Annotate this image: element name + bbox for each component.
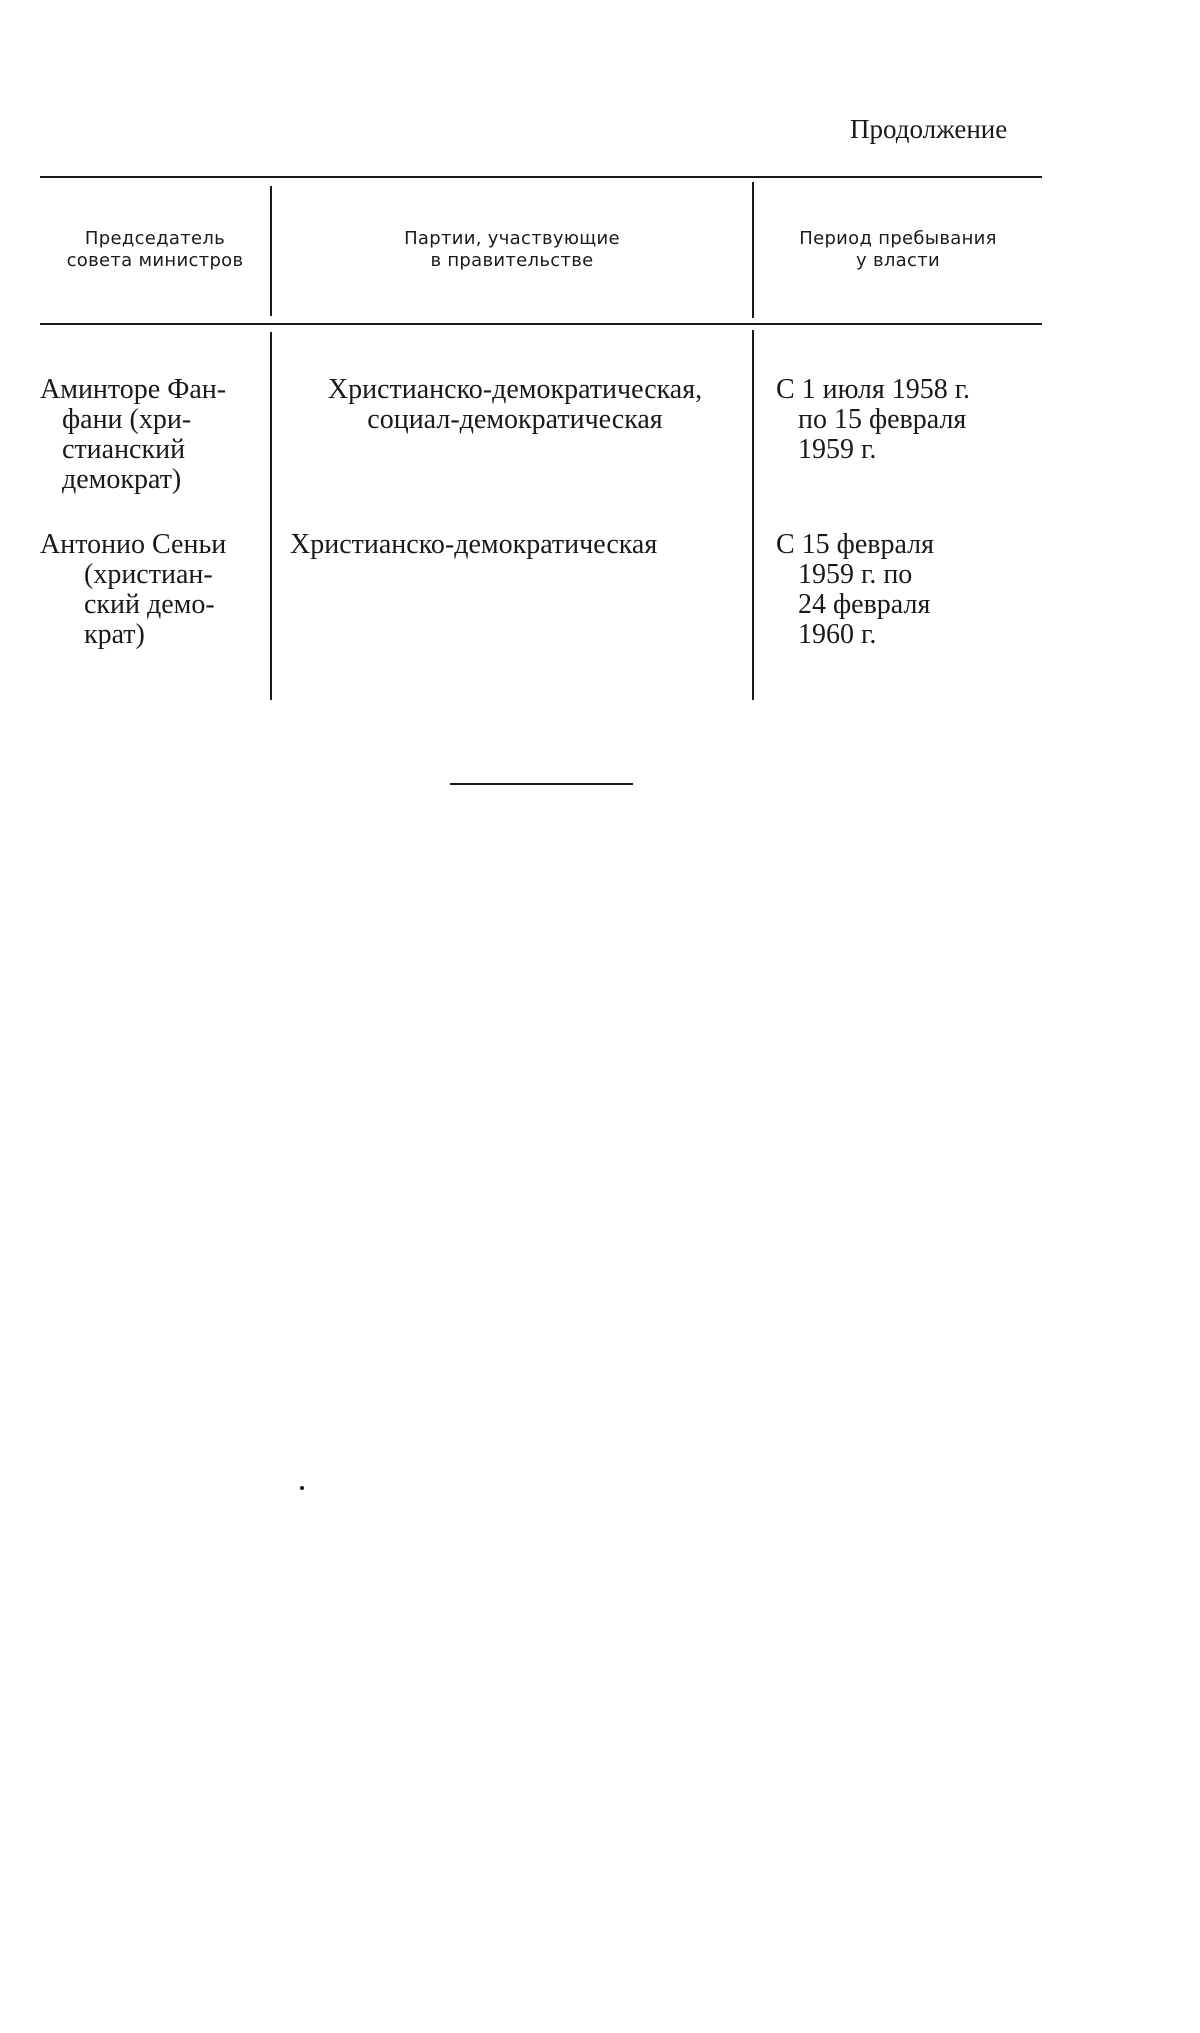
header-column-divider — [270, 186, 272, 316]
body-column-divider — [270, 332, 272, 700]
table-row-1-parties: Христианско-демократическая, социал-демократическая — [327, 374, 703, 435]
table-row-2-parties: Христианско-демократическая — [290, 529, 658, 560]
table-row-1-period: С 1 июля 1958 г. по 15 февраля 1959 г. — [776, 374, 971, 465]
section-end-rule — [450, 783, 633, 785]
table-row-1-chairman: Аминторе Фан- фани (хри- стианский демократ) — [40, 374, 227, 495]
table-top-rule — [40, 176, 1042, 178]
header-bottom-rule — [40, 323, 1042, 325]
header-column-divider — [752, 182, 754, 318]
table-row-2-chairman: Антонио Сеньи (христиан- ский демо- крат) — [40, 529, 227, 650]
column-header-chairman: Председатель совета министров — [66, 228, 244, 271]
column-header-parties: Партии, участвующие в правительстве — [404, 228, 620, 271]
body-column-divider — [752, 330, 754, 700]
table-row-2-period: С 15 февраля 1959 г. по 24 февраля 1960 г. — [776, 529, 934, 650]
continuation-label: Продолжение — [850, 114, 1008, 144]
print-speck — [300, 1486, 304, 1490]
column-header-period: Период пребывания у власти — [799, 228, 997, 271]
